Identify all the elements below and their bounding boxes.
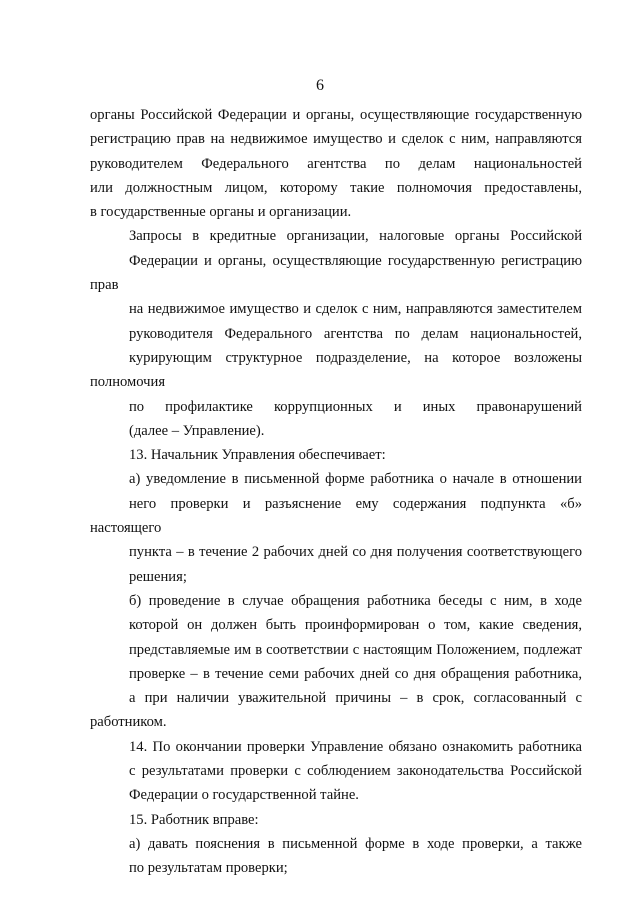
- text-line: а) уведомление в письменной форме работника о начале в отношении: [129, 471, 582, 488]
- text-line: по результатам проверки;: [129, 860, 288, 877]
- text-line: а) давать пояснения в письменной форме в ходе проверки, а также: [129, 835, 582, 852]
- text-line: по профилактике коррупционных и иных правонарушений: [129, 398, 582, 415]
- text-line: Федерации и органы, осуществляющие государственную регистрацию прав: [90, 252, 582, 294]
- paragraph: [90, 443, 582, 467]
- text-line: (далее – Управление).: [129, 422, 265, 439]
- text-line: органы Российской Федерации и органы, осуществляющие государственную: [90, 107, 582, 123]
- text-line: а при наличии уважительной причины – в срок, согласованный с работником.: [90, 690, 582, 731]
- text-line: 15. Работник вправе:: [129, 811, 259, 828]
- document-body: [90, 103, 582, 881]
- paragraph: [90, 832, 582, 881]
- text-line: руководителем Федерального агентства по делам национальностей: [90, 155, 582, 172]
- text-line: на недвижимое имущество и сделок с ним, направляются заместителем: [129, 301, 582, 318]
- paragraph: [90, 467, 582, 588]
- text-line: проверке – в течение семи рабочих дней со дня обращения работника,: [129, 665, 582, 682]
- text-line: представляемые им в соответствии с настоящим Положением, подлежат: [129, 641, 582, 658]
- page-number: 6: [316, 77, 324, 94]
- paragraph: [90, 589, 582, 735]
- paragraph: [90, 224, 582, 443]
- text-line: в государственные органы и организации.: [90, 204, 352, 221]
- text-line: Запросы в кредитные организации, налоговые органы Российской: [129, 228, 582, 245]
- text-line: 14. По окончании проверки Управление обязано ознакомить работника: [129, 738, 582, 755]
- text-line: б) проведение в случае обращения работника беседы с ним, в ходе: [129, 592, 582, 609]
- paragraph: [90, 735, 582, 808]
- paragraph: [90, 808, 582, 832]
- text-line: с результатами проверки с соблюдением законодательства Российской: [129, 763, 582, 780]
- paragraph: [90, 103, 582, 224]
- text-line: решения;: [129, 568, 187, 585]
- text-line: которой он должен быть проинформирован о том, какие сведения,: [129, 617, 582, 634]
- text-line: курирующим структурное подразделение, на которое возложены полномочия: [90, 349, 582, 391]
- text-line: руководителя Федерального агентства по делам национальностей,: [129, 325, 582, 342]
- text-line: пункта – в течение 2 рабочих дней со дня получения соответствующего: [129, 544, 582, 561]
- text-line: 13. Начальник Управления обеспечивает:: [129, 447, 386, 464]
- text-line: Федерации о государственной тайне.: [129, 787, 359, 804]
- text-line: или должностным лицом, которому такие полномочия предоставлены,: [90, 179, 582, 196]
- text-line: регистрацию прав на недвижимое имущество и сделок с ним, направляются: [90, 131, 582, 148]
- text-line: него проверки и разъяснение ему содержания подпункта «б» настоящего: [90, 495, 582, 537]
